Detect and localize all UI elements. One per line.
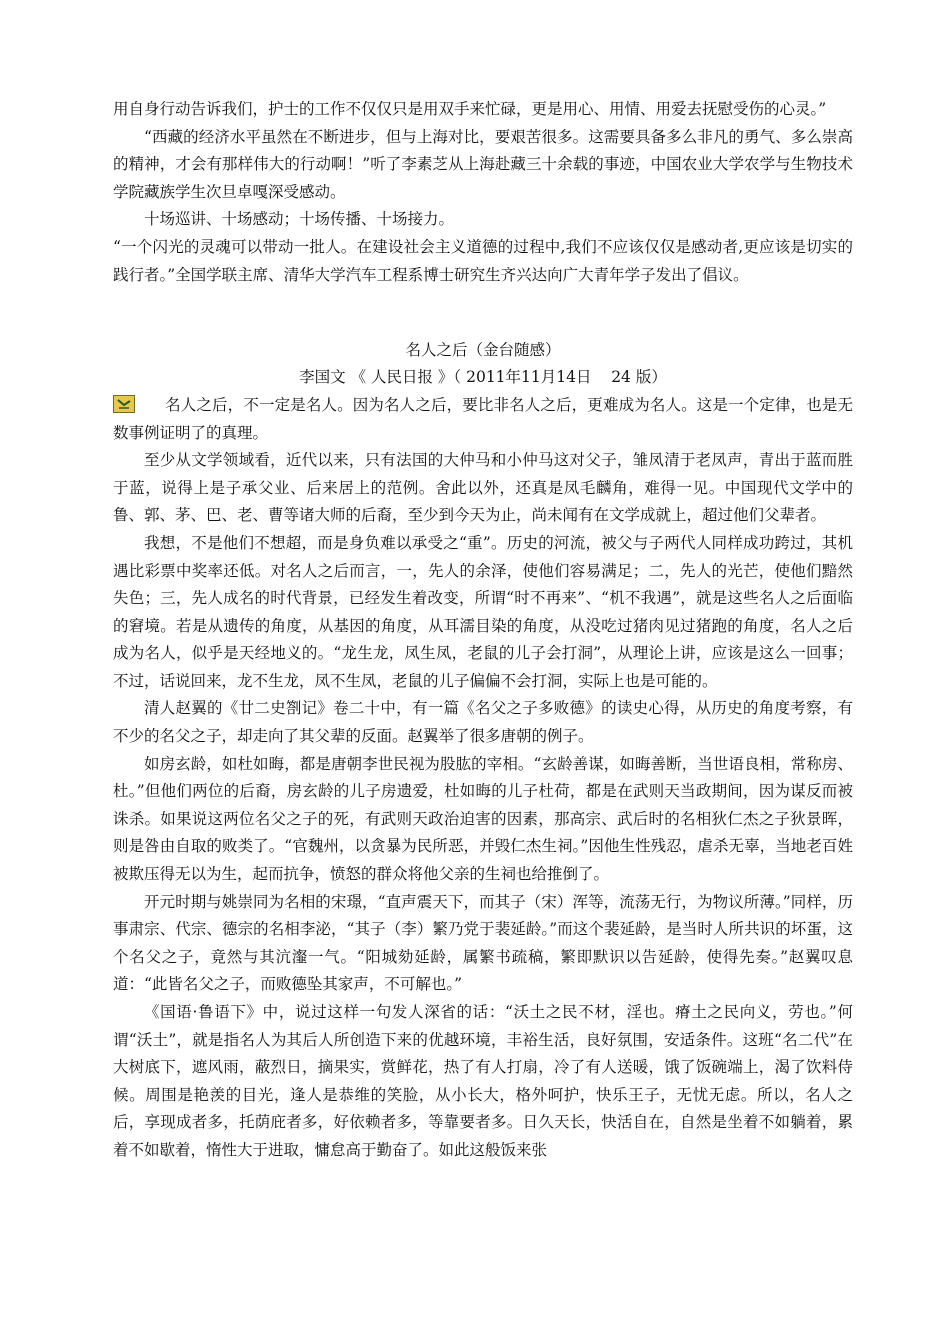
- document-page: [113, 96, 853, 1165]
- spacer: [113, 289, 853, 317]
- article-paragraph: 我想，不是他们不想超，而是身负难以承受之“重”。历史的河流，被父与子两代人同样成功跨过，其机遇比彩票中奖率还低。对名人之后而言，一，先人的余泽，使他们容易满足；二，先人的光芒，使他们黯然失色；三，先人成名的时代背景，已经发生着改变，所谓“时不再来”、“机不我遇”，就是这些名人之后面临的窘境。若是从遗传的角度，从基因的角度，从耳濡目染的角度，从没吃过猪肉见过猪跑的角度，名人之后成为名人，似乎是天经地义的。“龙生龙，凤生凤，老鼠的儿子会打洞”，从理论上讲，应该是这么一回事；不过，话说回来，龙不生龙，凤不生凤，老鼠的儿子偏偏不会打洞，实际上也是可能的。: [113, 533, 853, 690]
- article-paragraph: [113, 392, 853, 447]
- body-paragraph: 用自身行动告诉我们，护士的工作不仅仅只是用双手来忙碌，更是用心、用情、用爱去抚慰受伤的心灵。”: [113, 100, 827, 118]
- article-paragraph: 至少从文学领域看，近代以来，只有法国的大仲马和小仲马这对父子，雏凤清于老凤声，青出于蓝而胜于蓝，说得上是子承父业、后来居上的范例。舍此以外，还真是凤毛麟角，难得一见。中国现代文学中的鲁、郭、茅、巴、老、曹等诸大师的后裔，至少到今天为止，尚未闻有在文学成就上，超过他们父辈者。: [113, 451, 853, 525]
- article-byline: 李国文 《 人民日报 》（ 2011年11月14日 24 版）: [299, 368, 667, 387]
- article-paragraph: 清人赵翼的《廿二史劄记》卷二十中，有一篇《名父之子多败德》的读史心得，从历史的角度考察，有不少的名父之子，却走向了其父辈的反面。赵翼举了很多唐朝的例子。: [113, 699, 853, 746]
- article-paragraph: 开元时期与姚崇同为名相的宋璟，“直声震天下，而其子（宋）浑等，流荡无行，为物议所薄。”同样，历事肃宗、代宗、德宗的名相李泌，“其子（李）繁乃党于裴延龄。”而这个裴延龄，是当时人所共识的坏蛋，这个名父之子，竟然与其沆瀣一气。“阳城劾延龄，属繁书疏稿，繁即默识以告延龄，使得先奏。”赵翼叹息道：“此皆名父之子，而败德坠其家声，不可解也。”: [113, 892, 853, 994]
- article-paragraph: 《国语·鲁语下》中，说过这样一句发人深省的话：“沃土之民不材，淫也。瘠土之民向义，劳也。”何谓“沃土”，就是指名人为其后人所创造下来的优越环境，丰裕生活，良好氛围，安适条件。这班“名二代”在大树底下，遮风雨，蔽烈日，摘果实，赏鲜花，热了有人打扇，冷了有人送暖，饿了饭碗端上，渴了饮料侍候。周围是艳羡的目光，逢人是恭维的笑脸，从小长大，格外呵护，快乐王子，无忧无虑。所以，名人之后，享现成者多，托荫庇者多，好依赖者多，等靠要者多。日久天长，快活自在，自然是坐着不如躺着，累着不如歇着，惰性大于进取，慵怠高于勤奋了。如此这般饭来张: [113, 1003, 853, 1159]
- article-paragraph: 如房玄龄，如杜如晦，都是唐朝李世民视为股肱的宰相。“玄龄善谋，如晦善断，当世语良相，常称房、杜。”但他们两位的后裔，房玄龄的儿子房遗爱，杜如晦的儿子杜荷，都是在武则天当政期间，因为谋反而被诛杀。如果说这两位名父之子的死，有武则天政治迫害的因素，那高宗、武后时的名相狄仁杰之子狄景晖，则是咎由自取的败类了。“官魏州，以贪暴为民所恶，并毁仁杰生祠。”因他生性残忍，虐杀无辜，当地老百姓被欺压得无以为生，起而抗争，愤怒的群众将他父亲的生祠也给推倒了。: [113, 754, 853, 884]
- article-paragraph-text: 名人之后，不一定是名人。因为名人之后，要比非名人之后，更难成为名人。这是一个定律，也是无数事例证明了的真理。: [113, 395, 853, 442]
- article-title: 名人之后（金台随感）: [405, 340, 561, 359]
- body-paragraph: “一个闪光的灵魂可以带动一批人。在建设社会主义道德的过程中,我们不应该仅仅是感动者,更应该是切实的践行者。”全国学联主席、清华大学汽车工程系博士研究生齐兴达向广大青年学子发出了倡议。: [113, 237, 853, 284]
- body-paragraph: “西藏的经济水平虽然在不断进步，但与上海对比，要艰苦很多。这需要具备多么非凡的勇气、多么崇高的精神，才会有那样伟大的行动啊！”听了李素芝从上海赴藏三十余载的事迹，中国农业大学农学与生物技术学院藏族学生次旦卓嘎深受感动。: [113, 127, 853, 201]
- note-icon[interactable]: [113, 395, 135, 413]
- body-paragraph: 十场巡讲、十场感动；十场传播、十场接力。: [144, 210, 455, 229]
